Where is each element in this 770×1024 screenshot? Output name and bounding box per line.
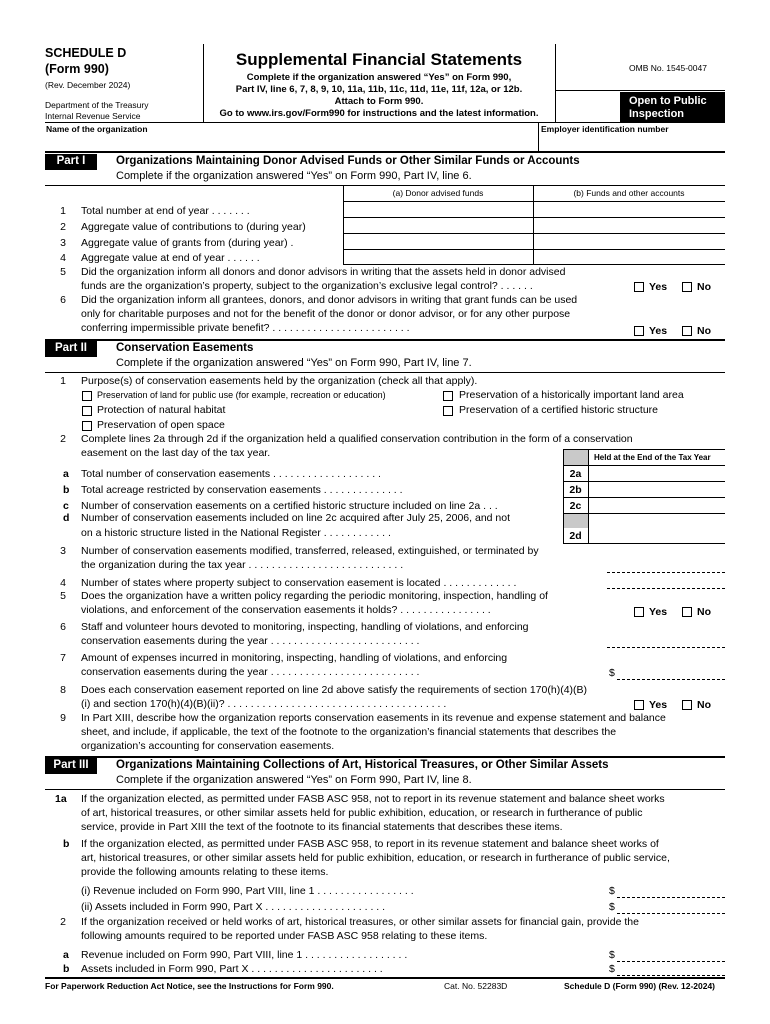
box-2d: 2d bbox=[569, 530, 582, 542]
p1-line3-label: Aggregate value of grants from (during year) . bbox=[81, 237, 294, 249]
p3-line1b-i-label: (i) Revenue included on Form 990, Part VIII, line 1 . . . . . . . . . . . . . . . . . bbox=[81, 885, 414, 897]
p3-line1a-label-1: If the organization elected, as permitted under FASB ASC 958, not to report in its revenue statement and balance sheet works bbox=[81, 793, 665, 805]
p1-l1-col-b[interactable] bbox=[534, 202, 724, 216]
part-1-title: Organizations Maintaining Donor Advised Funds or Other Similar Funds or Accounts bbox=[116, 155, 580, 167]
revision-date: (Rev. December 2024) bbox=[45, 80, 131, 90]
paperwork-notice: For Paperwork Reduction Act Notice, see the Instructions for Form 990. bbox=[45, 981, 334, 991]
p3-line2-label-2: following amounts required to be reported under FASB ASC 958 relating to these items. bbox=[81, 930, 488, 942]
p2-line9-label-2: sheet, and include, if applicable, the text of the footnote to the organization’s financial statements that describes the bbox=[81, 726, 617, 738]
p2-line6-label-1: Staff and volunteer hours devoted to monitoring, inspecting, handling of violations, and enforcing bbox=[81, 621, 529, 633]
p2-line2a-label: Total number of conservation easements . . . . . . . . . . . . . . . . . . . bbox=[81, 468, 381, 480]
org-name-label: Name of the organization bbox=[46, 124, 148, 134]
p3-l1bi-dollar: $ bbox=[609, 885, 615, 897]
p2-line2d-label-2: on a historic structure listed in the National Register . . . . . . . . . . . . bbox=[81, 527, 391, 539]
p2-line5-label-1: Does the organization have a written policy regarding the periodic monitoring, inspection, handling of bbox=[81, 590, 548, 602]
p2-2d-field[interactable] bbox=[589, 514, 724, 542]
ein-label: Employer identification number bbox=[541, 124, 669, 134]
part-2-title: Conservation Easements bbox=[116, 342, 254, 354]
p2-opt-open-space-label: Preservation of open space bbox=[97, 419, 225, 431]
p1-l4-col-a[interactable] bbox=[344, 250, 532, 264]
p2-l5-no-checkbox[interactable] bbox=[682, 607, 692, 617]
p1-l2-col-a[interactable] bbox=[344, 218, 532, 232]
p1-l6-yes-checkbox[interactable] bbox=[634, 326, 644, 336]
p2-line1-label: Purpose(s) of conservation easements held by the organization (check all that apply). bbox=[81, 375, 478, 387]
form-label: (Form 990) bbox=[45, 62, 109, 76]
p1-l1-col-a[interactable] bbox=[344, 202, 532, 216]
header-instruction-2: Part IV, line 6, 7, 8, 9, 10, 11a, 11b, 11c, 11d, 11e, 11f, 12a, or 12b. bbox=[235, 84, 523, 95]
p3-line2a-label: Revenue included on Form 990, Part VIII, line 1 . . . . . . . . . . . . . . . . . . bbox=[81, 949, 408, 961]
catalog-number: Cat. No. 52283D bbox=[444, 981, 508, 991]
p2-opt-historic-structure-checkbox[interactable] bbox=[443, 406, 453, 416]
box-2c: 2c bbox=[569, 500, 582, 512]
p2-l8-yes-checkbox[interactable] bbox=[634, 700, 644, 710]
p2-2a-field[interactable] bbox=[589, 466, 724, 480]
p2-l5-yes-label: Yes bbox=[649, 606, 668, 618]
p1-l5-yes-label: Yes bbox=[649, 281, 668, 293]
p1-l5-yes-checkbox[interactable] bbox=[634, 282, 644, 292]
p2-opt-open-space-checkbox[interactable] bbox=[82, 421, 92, 431]
p3-line2-label-1: If the organization received or held works of art, historical treasures, or other similar assets for financial gain, provide the bbox=[81, 916, 639, 928]
p2-line9-label-1: In Part XIII, describe how the organization reports conservation easements in its revenue and expense statement and balance bbox=[81, 712, 666, 724]
p2-l3-field[interactable] bbox=[607, 572, 725, 573]
schedule-label: SCHEDULE D bbox=[45, 46, 127, 60]
col-a-header: (a) Donor advised funds bbox=[392, 188, 484, 198]
p3-line1b-label-1: If the organization elected, as permitted under FASB ASC 958, to report in its revenue statement and balance sheet works of bbox=[81, 838, 659, 850]
p3-l1bii-field[interactable] bbox=[617, 913, 725, 914]
p2-l5-no-label: No bbox=[697, 606, 711, 618]
p3-l2a-field[interactable] bbox=[617, 961, 725, 962]
col-b-header: (b) Funds and other accounts bbox=[573, 188, 685, 198]
p2-line9-label-3: organization’s accounting for conservation easements. bbox=[81, 740, 335, 752]
part-3-label: Part III bbox=[45, 758, 97, 774]
p1-l4-col-b[interactable] bbox=[534, 250, 724, 264]
p1-line5-label-2: funds are the organization’s property, subject to the organization’s exclusive legal control? . . . . . . bbox=[81, 280, 533, 292]
p3-l1bii-dollar: $ bbox=[609, 901, 615, 913]
p1-l5-no-label: No bbox=[697, 281, 711, 293]
p2-opt-historic-land-checkbox[interactable] bbox=[443, 391, 453, 401]
header-instruction-3: Attach to Form 990. bbox=[334, 96, 424, 107]
p3-l2b-field[interactable] bbox=[617, 975, 725, 976]
p1-l2-col-b[interactable] bbox=[534, 218, 724, 232]
department-label: Department of the Treasury bbox=[45, 100, 149, 110]
p2-line5-label-2: violations, and enforcement of the conservation easements it holds? . . . . . . . . . . . . . . . . bbox=[81, 604, 491, 616]
p3-line1b-ii-label: (ii) Assets included in Form 990, Part X . . . . . . . . . . . . . . . . . . . . . bbox=[81, 901, 386, 913]
p2-opt-historic-structure-label: Preservation of a certified historic structure bbox=[459, 404, 658, 416]
box-2b: 2b bbox=[569, 484, 582, 496]
open-label-1: Open to Public bbox=[629, 95, 707, 107]
part-2-label: Part II bbox=[45, 341, 97, 357]
p2-2c-field[interactable] bbox=[589, 498, 724, 512]
p1-line6-label-2: only for charitable purposes and not for the benefit of the donor or donor advisor, or for any other purpose bbox=[81, 308, 571, 320]
p2-line8-label-2: (i) and section 170(h)(4)(B)(ii)? . . . . . . . . . . . . . . . . . . . . . . . . . . . . . . . . . . . . . . bbox=[81, 698, 447, 710]
p1-l6-no-label: No bbox=[697, 325, 711, 337]
p3-line1b-label-3: provide the following amounts relating to these items. bbox=[81, 866, 329, 878]
form-title: Supplemental Financial Statements bbox=[235, 50, 523, 69]
p2-l8-yes-label: Yes bbox=[649, 699, 668, 711]
p3-l2b-dollar: $ bbox=[609, 963, 615, 975]
p1-l3-col-a[interactable] bbox=[344, 234, 532, 248]
p3-l1bi-field[interactable] bbox=[617, 897, 725, 898]
part-3-subtitle: Complete if the organization answered “Yes” on Form 990, Part IV, line 8. bbox=[116, 774, 472, 786]
p2-line2b-label: Total acreage restricted by conservation easements . . . . . . . . . . . . . . bbox=[81, 484, 403, 496]
p2-line2d-label-1: Number of conservation easements included on line 2c acquired after July 25, 2006, and not bbox=[81, 512, 511, 524]
p2-line2-label-1: Complete lines 2a through 2d if the organization held a qualified conservation contribution in the form of a conservation bbox=[81, 433, 633, 445]
org-name-field[interactable] bbox=[45, 134, 537, 150]
p2-opt-public-use-label: Preservation of land for public use (for example, recreation or education) bbox=[97, 390, 386, 400]
p1-l5-no-checkbox[interactable] bbox=[682, 282, 692, 292]
p2-l7-field[interactable] bbox=[617, 679, 725, 680]
p2-l8-no-label: No bbox=[697, 699, 711, 711]
p2-opt-habitat-label: Protection of natural habitat bbox=[97, 404, 226, 416]
p2-l4-field[interactable] bbox=[607, 588, 725, 589]
ein-field[interactable] bbox=[540, 134, 724, 150]
p1-line5-label-1: Did the organization inform all donors and donor advisors in writing that the assets held in donor advised bbox=[81, 266, 566, 278]
p2-l7-dollar: $ bbox=[609, 667, 615, 679]
p2-line7-label-1: Amount of expenses incurred in monitoring, inspecting, handling of violations, and enforcing bbox=[81, 652, 508, 664]
p2-line7-label-2: conservation easements during the year . . . . . . . . . . . . . . . . . . . . . . . . . . bbox=[81, 666, 420, 678]
held-at-end-header: Held at the End of the Tax Year bbox=[588, 449, 725, 465]
p1-l6-no-checkbox[interactable] bbox=[682, 326, 692, 336]
p2-opt-historic-land-label: Preservation of a historically important land area bbox=[459, 389, 684, 401]
header-instruction-4: Go to www.irs.gov/Form990 for instructions and the latest information. bbox=[219, 108, 539, 119]
p2-line4-label: Number of states where property subject to conservation easement is located . . . . . . . . . . . . . bbox=[81, 577, 517, 589]
p2-line3-label-2: the organization during the tax year . . . . . . . . . . . . . . . . . . . . . . . . . . . bbox=[81, 559, 404, 571]
p1-line6-label-3: conferring impermissible private benefit? . . . . . . . . . . . . . . . . . . . . . . . . bbox=[81, 322, 410, 334]
p2-line3-label-1: Number of conservation easements modified, transferred, released, extinguished, or terminated by bbox=[81, 545, 539, 557]
part-2-subtitle: Complete if the organization answered “Yes” on Form 990, Part IV, line 7. bbox=[116, 357, 472, 369]
p2-line8-label-1: Does each conservation easement reported on line 2d above satisfy the requirements of section 170(h)(4)(B) bbox=[81, 684, 588, 696]
p2-l5-yes-checkbox[interactable] bbox=[634, 607, 644, 617]
p2-opt-habitat-checkbox[interactable] bbox=[82, 406, 92, 416]
p3-line2b-label: Assets included in Form 990, Part X . . . . . . . . . . . . . . . . . . . . . . . bbox=[81, 963, 383, 975]
p2-l8-no-checkbox[interactable] bbox=[682, 700, 692, 710]
p3-line1a-label-3: service, provide in Part XIII the text of the footnote to its financial statements that describes these items. bbox=[81, 821, 563, 833]
p1-line6-label-1: Did the organization inform all grantees, donors, and donor advisors in writing that grant funds can be used bbox=[81, 294, 578, 306]
header-instruction-1: Complete if the organization answered “Yes” on Form 990, bbox=[246, 72, 512, 83]
p3-line1a-label-2: of art, historical treasures, or other similar assets held for public exhibition, education, or research in furtherance of public bbox=[81, 807, 643, 819]
p1-l3-col-b[interactable] bbox=[534, 234, 724, 248]
p1-line4-label: Aggregate value at end of year . . . . . . bbox=[81, 252, 260, 264]
p2-line2c-label: Number of conservation easements on a certified historic structure included on line 2a . . . bbox=[81, 500, 498, 512]
part-1-label: Part I bbox=[45, 154, 97, 170]
p2-l6-field[interactable] bbox=[607, 647, 725, 648]
p1-l6-yes-label: Yes bbox=[649, 325, 668, 337]
p1-line1-label: Total number at end of year . . . . . . . bbox=[81, 205, 250, 217]
irs-label: Internal Revenue Service bbox=[45, 111, 141, 121]
form-footer-id: Schedule D (Form 990) (Rev. 12-2024) bbox=[564, 981, 716, 991]
p3-l2a-dollar: $ bbox=[609, 949, 615, 961]
p2-line2-label-2: easement on the last day of the tax year. bbox=[81, 447, 271, 459]
p2-2b-field[interactable] bbox=[589, 482, 724, 496]
p2-line6-label-2: conservation easements during the year . . . . . . . . . . . . . . . . . . . . . . . . . . bbox=[81, 635, 420, 647]
part-1-subtitle: Complete if the organization answered “Yes” on Form 990, Part IV, line 6. bbox=[116, 170, 472, 182]
part-3-title: Organizations Maintaining Collections of Art, Historical Treasures, or Other Similar Assets bbox=[116, 759, 609, 771]
p3-line1b-label-2: art, historical treasures, or other similar assets held for public exhibition, education, or research in furtherance of public service, bbox=[81, 852, 670, 864]
open-label-2: Inspection bbox=[629, 108, 685, 120]
p2-opt-public-use-checkbox[interactable] bbox=[82, 391, 92, 401]
p1-line2-label: Aggregate value of contributions to (during year) bbox=[81, 221, 306, 233]
omb-number: OMB No. 1545-0047 bbox=[629, 63, 707, 73]
box-2a: 2a bbox=[569, 468, 582, 480]
